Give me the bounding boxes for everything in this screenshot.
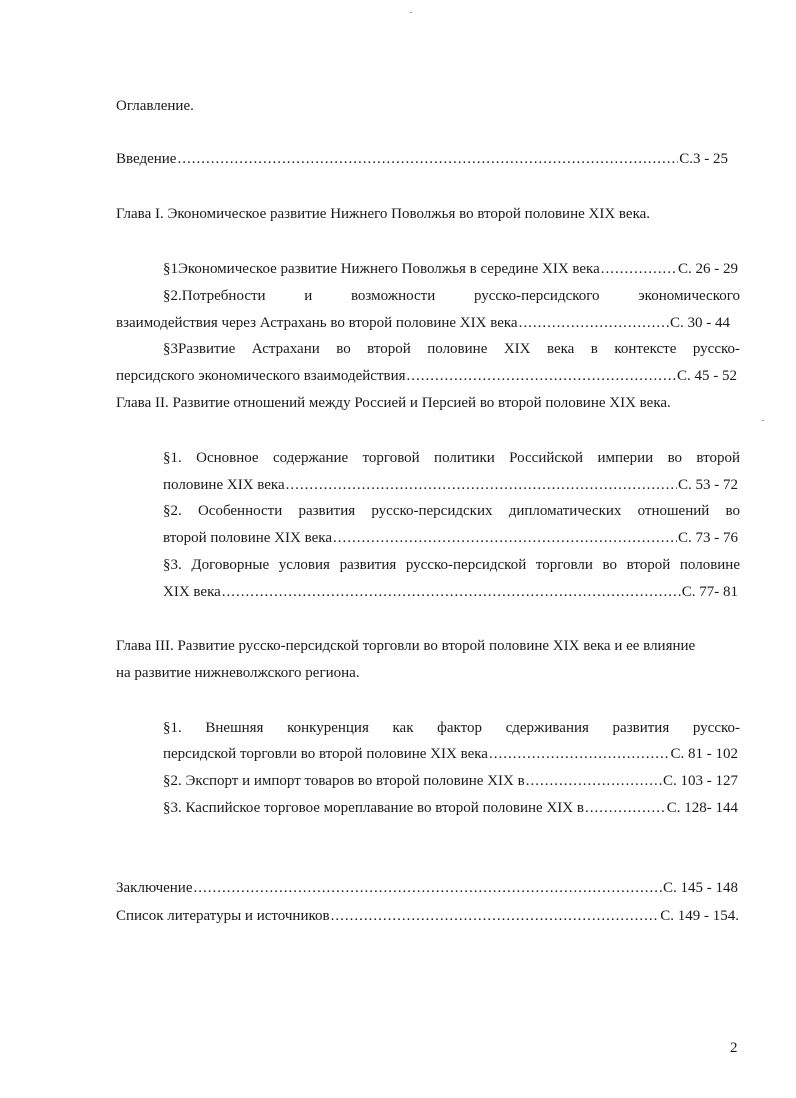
toc-entry-ch1-s3 — [116, 368, 737, 385]
chapter-3-title-line2: на развитие нижневолжского региона. — [116, 665, 360, 681]
page-number: 2 — [730, 1040, 738, 1056]
toc-entry-ch2-s3-line1: §3. Договорные условия развития русско-персидской торговли во второй половине — [163, 557, 740, 573]
toc-entry-pages: С. 26 - 29 — [678, 261, 738, 277]
toc-entry-title: половине XIX века — [163, 477, 285, 493]
toc-entry-intro — [116, 151, 728, 168]
toc-entry-title: персидской торговли во второй половине XIX века — [163, 746, 488, 762]
leader-dots — [601, 261, 677, 278]
toc-entry-ch2-s2-line1: §2. Особенности развития русско-персидских дипломатических отношений во — [163, 503, 740, 519]
toc-entry-bibliography — [116, 908, 739, 925]
toc-entry-ch3-s2 — [163, 773, 738, 790]
toc-entry-title: §3. Каспийское торговое мореплавание во второй половине XIX в — [163, 800, 584, 816]
scan-speck — [762, 420, 764, 421]
toc-entry-pages: С. 77- 81 — [681, 584, 738, 600]
toc-entry-ch2-s2 — [163, 530, 738, 547]
leader-dots — [526, 773, 662, 790]
toc-entry-ch2-s1-line1: §1. Основное содержание торговой политики Российской империи во второй — [163, 450, 740, 466]
leader-dots — [407, 368, 676, 385]
toc-entry-ch2-s3 — [163, 584, 738, 601]
toc-entry-title: Список литературы и источников — [116, 908, 330, 924]
toc-entry-pages: С. 145 - 148 — [663, 880, 738, 896]
toc-entry-ch3-s3 — [163, 800, 738, 817]
scan-speck — [410, 12, 412, 13]
toc-entry-pages: С. 149 - 154. — [660, 908, 739, 924]
toc-entry-pages: С.3 - 25 — [679, 151, 728, 167]
leader-dots — [519, 315, 669, 332]
toc-entry-title: Введение — [116, 151, 177, 167]
toc-entry-pages: С. 73 - 76 — [678, 530, 738, 546]
toc-entry-conclusion — [116, 880, 738, 897]
toc-entry-ch3-s1 — [163, 746, 738, 763]
leader-dots — [194, 880, 663, 897]
leader-dots — [177, 151, 678, 168]
leader-dots — [331, 908, 660, 925]
toc-entry-pages: С. 81 - 102 — [670, 746, 738, 762]
leader-dots — [489, 746, 670, 763]
leader-dots — [286, 477, 677, 494]
toc-entry-title: §1Экономическое развитие Нижнего Поволжья в середине XIX века — [163, 261, 600, 277]
leader-dots — [222, 584, 681, 601]
leader-dots — [333, 530, 677, 547]
toc-entry-title: XIX века — [163, 584, 221, 600]
chapter-3-title-line1: Глава III. Развитие русско-персидской торговли во второй половине XIX века и ее влияние — [116, 638, 696, 654]
toc-entry-ch1-s2 — [116, 315, 730, 332]
chapter-2-title: Глава II. Развитие отношений между Россией и Персией во второй половине XIX века. — [116, 395, 671, 411]
toc-entry-pages: С. 53 - 72 — [678, 477, 738, 493]
toc-entry-ch1-s2-line1: §2.Потребности и возможности русско-персидского экономического — [163, 288, 740, 304]
toc-entry-ch3-s1-line1: §1. Внешняя конкуренция как фактор сдерживания развития русско- — [163, 720, 740, 736]
toc-entry-pages: С. 30 - 44 — [670, 315, 730, 331]
toc-entry-pages: С. 103 - 127 — [663, 773, 738, 789]
toc-entry-ch1-s1 — [163, 261, 738, 278]
leader-dots — [585, 800, 666, 817]
chapter-1-title: Глава I. Экономическое развитие Нижнего Поволжья во второй половине XIX века. — [116, 206, 651, 222]
toc-entry-title: §2. Экспорт и импорт товаров во второй половине XIX в — [163, 773, 525, 789]
toc-entry-pages: С. 128- 144 — [666, 800, 738, 816]
page-title: Оглавление. — [116, 98, 194, 114]
toc-entry-title: взаимодействия через Астрахань во второй половине XIX века — [116, 315, 518, 331]
toc-entry-ch2-s1 — [163, 477, 738, 494]
toc-entry-ch1-s3-line1: §3Развитие Астрахани во второй половине XIX века в контексте русско- — [163, 341, 740, 357]
toc-entry-title: второй половине XIX века — [163, 530, 332, 546]
toc-entry-title: Заключение — [116, 880, 193, 896]
toc-entry-pages: С. 45 - 52 — [677, 368, 737, 384]
toc-entry-title: персидского экономического взаимодействия — [116, 368, 406, 384]
